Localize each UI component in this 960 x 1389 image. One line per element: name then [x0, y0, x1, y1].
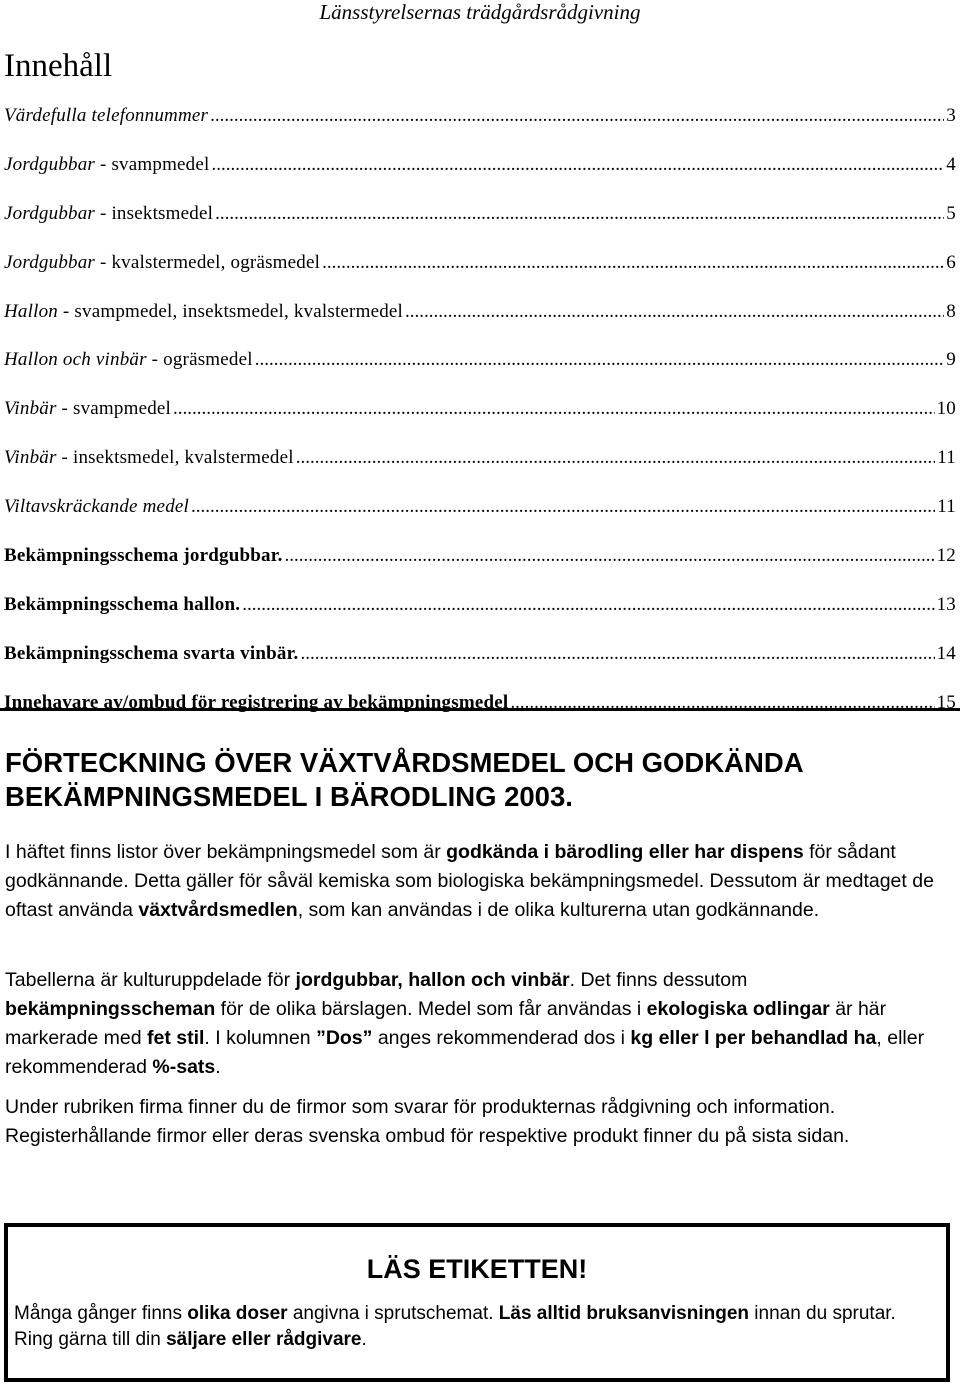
- toc-page-number: 11: [937, 447, 956, 469]
- toc-entry[interactable]: [4, 97, 956, 146]
- toc-page-number: 4: [946, 153, 956, 175]
- document-title-line: BEKÄMPNINGSMEDEL I BÄRODLING 2003.: [5, 781, 573, 812]
- table-of-contents: [4, 97, 956, 733]
- toc-leader-dots: [285, 537, 935, 575]
- toc-entry[interactable]: [4, 390, 956, 439]
- text-run-bold: ”Dos”: [316, 1027, 373, 1049]
- toc-leader-dots: [255, 341, 945, 379]
- text-run: är här markerade med: [5, 998, 887, 1049]
- toc-leader-dots: [405, 293, 944, 331]
- text-run-bold: godkända i bärodling eller har dispens: [446, 841, 804, 863]
- text-run: för sådant godkännande. Detta gäller för såväl kemiska som biologiska bekämpningsmedel. Dessutom är medtaget de oftast använda: [5, 841, 934, 921]
- notice-text: [14, 1301, 934, 1353]
- read-label-notice: [4, 1223, 950, 1382]
- toc-page-number: 6: [946, 251, 956, 273]
- toc-leader-dots: [212, 146, 945, 184]
- toc-entry[interactable]: [4, 293, 956, 342]
- text-run: I häftet finns listor över bekämpningsmedel som är: [5, 841, 447, 863]
- toc-page-number: 5: [946, 202, 956, 224]
- toc-leader-dots: [173, 390, 935, 428]
- toc-entry-name: Hallon och vinbär: [4, 349, 147, 371]
- toc-entry-detail: - ogräsmedel: [146, 349, 253, 371]
- text-run-bold: växtvårdsmedlen: [138, 899, 298, 921]
- toc-leader-dots: [510, 684, 934, 722]
- toc-entry-name: Bekämpningsschema hallon.: [4, 593, 241, 615]
- text-run-bold: kg eller l per behandlad ha: [630, 1027, 877, 1049]
- running-header: Länsstyrelsernas trädgårdsrådgivning: [319, 0, 641, 24]
- document-title: [5, 746, 955, 814]
- text-run-bold: olika doser: [187, 1303, 288, 1324]
- toc-entry[interactable]: [4, 439, 956, 488]
- notice-title: LÄS ETIKETTEN!: [366, 1254, 588, 1284]
- toc-entry[interactable]: [4, 341, 956, 390]
- text-run-bold: fet stil: [146, 1027, 205, 1049]
- text-run-bold: Läs alltid bruksanvisningen: [498, 1303, 750, 1324]
- toc-entry[interactable]: [4, 586, 956, 635]
- toc-page-number: 9: [946, 349, 956, 371]
- toc-leader-dots: [191, 488, 935, 526]
- text-run: angivna i sprutschemat.: [287, 1303, 499, 1324]
- toc-heading: Innehåll: [4, 48, 113, 84]
- toc-page-number: 10: [936, 398, 956, 420]
- text-run-bold: bekämpningsscheman: [5, 998, 216, 1020]
- toc-entry-name: Jordgubbar: [4, 153, 96, 175]
- toc-page-number: 3: [946, 105, 956, 126]
- toc-entry-name: Bekämpningsschema svarta vinbär.: [4, 642, 299, 664]
- toc-leader-dots: [215, 195, 944, 233]
- toc-entry[interactable]: [4, 488, 956, 537]
- document-title-line: FÖRTECKNING ÖVER VÄXTVÅRDSMEDEL OCH GODKÄNDA: [5, 747, 804, 778]
- text-run-bold: jordgubbar, hallon och vinbär: [295, 969, 570, 991]
- toc-leader-dots: [296, 439, 936, 477]
- toc-entry-detail: - insektsmedel: [95, 202, 214, 224]
- text-run: för de olika bärslagen. Medel som får användas i: [215, 998, 647, 1020]
- text-run-bold: %-sats: [152, 1056, 216, 1078]
- text-run: .: [361, 1329, 367, 1350]
- section-divider: [0, 708, 960, 711]
- toc-page-number: 8: [946, 300, 956, 322]
- toc-entry-name: Värdefulla telefonnummer: [4, 105, 209, 126]
- tables-paragraph: [5, 966, 955, 1082]
- toc-entry-detail: - svampmedel, insektsmedel, kvalstermedel: [57, 300, 404, 322]
- toc-entry[interactable]: [4, 146, 956, 195]
- toc-entry-detail: - insektsmedel, kvalstermedel: [56, 447, 294, 469]
- toc-entry-name: Innehavare av/ombud för registrering av bekämpningsmedel: [4, 691, 509, 713]
- text-run-bold: säljare eller rådgivare: [166, 1329, 362, 1350]
- toc-entry-name: Jordgubbar: [4, 251, 96, 273]
- toc-leader-dots: [242, 586, 934, 624]
- text-run: . I kolumnen: [204, 1027, 317, 1049]
- text-run: , eller rekommenderad: [5, 1027, 925, 1078]
- toc-entry-name: Vinbär: [4, 398, 57, 420]
- toc-page-number: 15: [936, 691, 956, 713]
- intro-paragraph: [5, 838, 955, 925]
- toc-leader-dots: [210, 97, 944, 135]
- toc-entry-detail: - svampmedel: [95, 153, 210, 175]
- text-run: Många gånger finns: [14, 1303, 188, 1324]
- toc-leader-dots: [322, 244, 944, 282]
- text-run: .: [215, 1056, 221, 1078]
- toc-entry-name: Bekämpningsschema jordgubbar.: [4, 545, 283, 567]
- toc-entry-detail: - svampmedel: [56, 398, 172, 420]
- toc-page-number: 11: [937, 496, 956, 518]
- toc-entry-detail: - kvalstermedel, ogräsmedel: [95, 251, 321, 273]
- toc-entry[interactable]: [4, 537, 956, 586]
- text-run-bold: ekologiska odlingar: [646, 998, 830, 1020]
- text-run: , som kan användas i de olika kulturerna utan godkännande.: [297, 899, 820, 921]
- text-run: . Det finns dessutom: [569, 969, 748, 991]
- toc-entry[interactable]: [4, 244, 956, 293]
- toc-entry-name: Jordgubbar: [4, 202, 96, 224]
- text-run: anges rekommenderad dos i: [372, 1027, 631, 1049]
- toc-page-number: 13: [936, 593, 956, 615]
- firms-paragraph: Under rubriken firma finner du de firmor som svarar för produkternas rådgivning och information. Registerhållande firmor eller deras svenska ombud för respektive produkt finner du på sista sidan.: [5, 1096, 850, 1147]
- toc-entry-name: Vinbär: [4, 447, 57, 469]
- toc-entry-name: Viltavskräckande medel: [4, 496, 190, 518]
- text-run: innan du sprutar. Ring gärna till din: [14, 1303, 896, 1350]
- toc-entry[interactable]: [4, 635, 956, 684]
- toc-page-number: 12: [936, 545, 956, 567]
- toc-entry[interactable]: [4, 195, 956, 244]
- toc-page-number: 14: [936, 642, 956, 664]
- toc-entry-name: Hallon: [4, 300, 58, 322]
- text-run: Tabellerna är kulturuppdelade för: [5, 969, 296, 991]
- toc-leader-dots: [300, 635, 934, 673]
